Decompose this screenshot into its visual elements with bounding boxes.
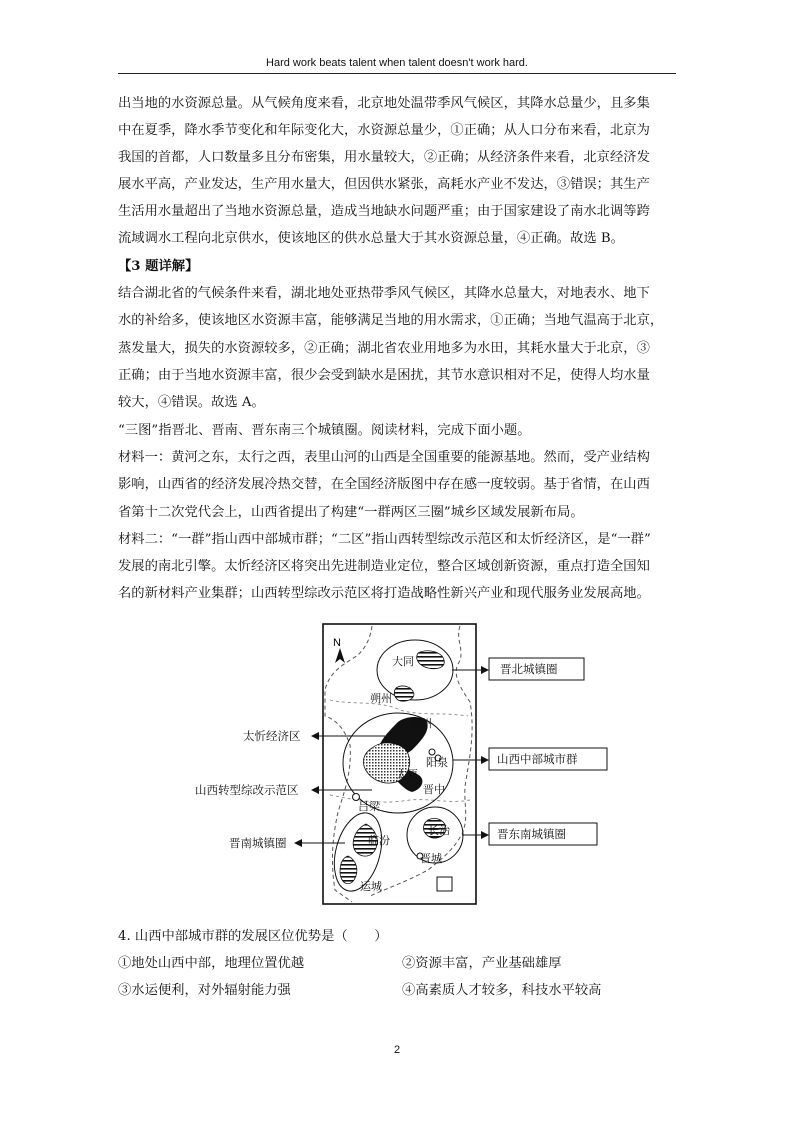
- callout-label-taixin: 太忻经济区: [243, 731, 301, 743]
- body-line: 蒸发量大，损失的水资源较多，②正确；湖北省农业用地多为水田，其耗水量大于北京，③: [118, 341, 650, 356]
- city-label-xinzhou: 忻州: [410, 718, 432, 730]
- material-line: 名的新材料产业集群；山西转型综改示范区将打造战略性新兴产业和现代服务业发展高地。: [118, 586, 650, 601]
- material-line: 材料一：黄河之东，太行之西，表里山河的山西是全国重要的能源基地。然而，受产业结构: [118, 450, 650, 465]
- answer-option[interactable]: ③水运便利，对外辐射能力强: [118, 983, 291, 998]
- body-line: 中在夏季，降水季节变化和年际变化大，水资源总量少，①正确；从人口分布来看，北京为: [118, 123, 650, 138]
- body-line: 生活用水量超出了当地水资源总量，造成当地缺水问题严重；由于国家建设了南水北调等跨: [118, 204, 650, 219]
- body-line: 较大，④错误。故选 A。: [118, 395, 265, 410]
- callout-label-jindongnan: 晋东南城镇圈: [497, 829, 566, 841]
- body-line: 出当地的水资源总量。从气候角度来看，北京地处温带季风气候区，其降水总量少，且多集: [118, 96, 650, 111]
- answer-option[interactable]: ①地处山西中部，地理位置优越: [118, 956, 305, 971]
- city-label-yangquan: 阳泉: [426, 757, 448, 769]
- city-label-jincheng: 晋城: [420, 853, 442, 865]
- page-header-motto: Hard work beats talent when talent doesn't work hard.: [266, 57, 528, 69]
- material-line: 发展的南北引擎。太忻经济区将突出先进制造业定位，整合区域创新资源，重点打造全国知: [118, 559, 650, 574]
- body-line: 结合湖北省的气候条件来看，湖北地处亚热带季风气候区，其降水总量大，对地表水、地下: [118, 286, 650, 301]
- city-label-yuncheng: 运城: [360, 881, 382, 893]
- body-line: 流域调水工程向北京供水，使该地区的供水总量大于其水资源总量，④正确。故选 B。: [118, 231, 624, 246]
- city-label-changzhi: 长治: [428, 825, 450, 837]
- north-label: N: [333, 637, 341, 649]
- material-line: 材料二：“一群”指山西中部城市群；“二区”指山西转型综改示范区和太忻经济区，是“一群”: [118, 532, 651, 547]
- section-heading: 【3 题详解】: [118, 259, 199, 274]
- yangquan-marker: [429, 749, 435, 755]
- page-number: 2: [393, 1044, 401, 1056]
- callout-label-central: 山西中部城市群: [497, 754, 578, 766]
- city-label-datong: 大同: [392, 656, 414, 668]
- material-line: 省第十二次党代会上，山西省提出了构建“一群两区三圈”城乡区域发展新布局。: [118, 505, 584, 520]
- city-label-jinzhong: 晋中: [423, 784, 445, 796]
- body-line: 展水平高，产业发达，生产用水量大，但因供水紧张，高耗水产业不发达，③错误；其生产: [118, 177, 650, 192]
- callout-label-jinnan: 晋南城镇圈: [229, 838, 287, 850]
- legend-box: [437, 877, 452, 891]
- answer-option[interactable]: ②资源丰富，产业基础雄厚: [402, 956, 562, 971]
- callout-label-zonggai: 山西转型综改示范区: [195, 785, 299, 797]
- city-label-linfen: 临汾: [368, 835, 390, 847]
- city-label-lvliang: 吕梁: [358, 801, 380, 813]
- body-line: 我国的首都，人口数量多且分布密集，用水量较大，②正确；从经济条件来看，北京经济发: [118, 150, 650, 165]
- question-stem: 4. 山西中部城市群的发展区位优势是（ ）: [118, 929, 388, 944]
- body-line: 正确；由于当地水资源丰富，很少会受到缺水是困扰，其节水意识相对不足，使得人均水量: [118, 368, 650, 383]
- callout-label-jinbei: 晋北城镇圈: [500, 664, 558, 676]
- answer-option[interactable]: ④高素质人才较多，科技水平较高: [402, 983, 602, 998]
- lvliang-marker: [353, 794, 360, 801]
- body-line: 水的补给多，使该地区水资源丰富，能够满足当地的用水需求，①正确；当地气温高于北京，: [118, 313, 664, 328]
- intro-line: “三图”指晋北、晋南、晋东南三个城镇圈。阅读材料，完成下面小题。: [118, 423, 531, 438]
- city-label-taiyuan: 太原: [396, 769, 418, 781]
- material-line: 影响，山西省的经济发展冷热交替，在全国经济版图中存在感一度较弱。基于省情，在山西: [118, 477, 650, 492]
- city-label-shuozhou: 朔州: [370, 693, 392, 705]
